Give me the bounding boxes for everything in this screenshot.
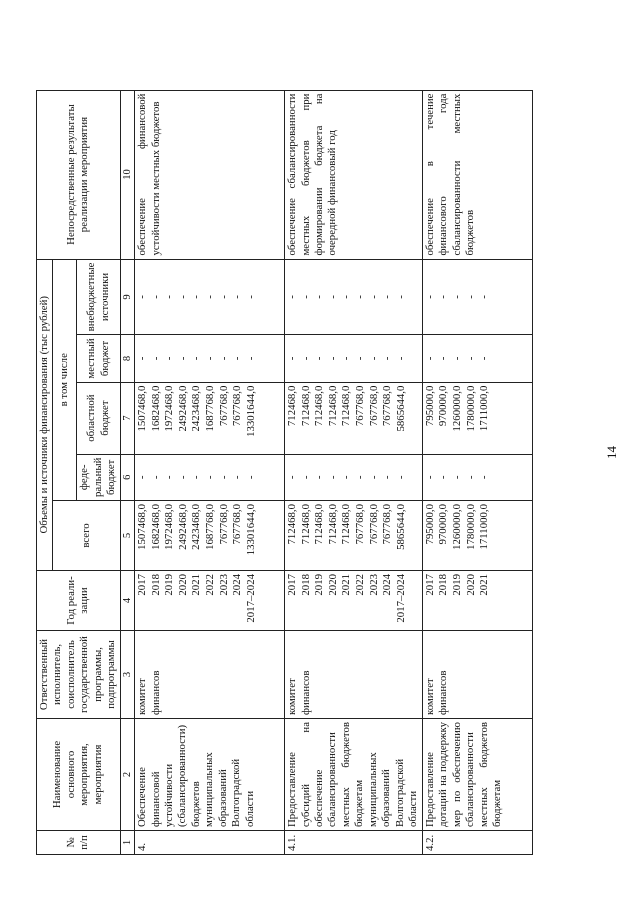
local-list-value: - [176,356,189,361]
extra-list-value: - [286,295,299,299]
extra-list-value: - [381,295,394,299]
regional-list [422,382,532,454]
column-number-row [120,90,134,854]
column-number: 5 [120,501,134,571]
table-row [422,90,532,854]
local-list-value: - [149,356,162,361]
total-list-value: 1687768,0 [204,504,216,550]
federal-list [135,454,285,500]
total-list-value: 712468,0 [299,504,312,545]
regional-list-value: 2492468,0 [176,385,189,432]
total-list-value: 712468,0 [313,504,326,545]
regional-list-value: 1682468,0 [149,385,162,432]
local-list-value: - [437,356,450,361]
federal-list-value: - [326,475,339,480]
federal-list-value: - [176,475,189,480]
extra-list-value: - [367,295,380,299]
federal-list [422,454,532,500]
header-total: всего [53,501,120,571]
column-number: 2 [120,719,134,831]
header-incl: в том числе [53,259,77,500]
local-list-value: - [340,356,353,361]
total-list-value: 712468,0 [286,504,299,545]
year-list [285,571,423,631]
federal-list-value: - [244,475,257,480]
extra-list-value: - [394,295,407,299]
local-list-value: - [381,356,394,361]
total-list [422,501,532,571]
total-list-value: 1711000,0 [478,504,491,550]
federal-list-value: - [451,475,464,480]
year-list-value: 2024 [231,574,244,596]
total-list-value: 767768,0 [367,504,380,545]
page-number: 14 [604,446,619,459]
total-list-value: 2423468,0 [190,504,203,550]
column-number: 1 [120,831,134,855]
result-description: обеспечение в течение финансового года сбалансированности местных бюджетов [422,90,532,259]
extra-list-value: - [204,295,216,299]
measure-name: Предоставление дотаций на поддержку мер по обеспечению сбалансированности местных бюджетов бюджетам [422,719,532,831]
total-list-value: 1780000,0 [464,504,477,550]
responsible-executor: комитет финансов [135,631,285,719]
federal-list-value: - [163,475,176,480]
year-list-value: 2024 [381,574,394,596]
federal-list-value: - [354,475,366,480]
federal-list-value: - [478,475,491,480]
federal-list-value: - [340,475,353,480]
year-list-value: 2021 [478,574,491,596]
local-list-value: - [326,356,339,361]
regional-list-value: 13301644,0 [244,385,257,437]
total-list-value: 1260000,0 [451,504,464,550]
extra-list [285,259,423,335]
year-list-value: 2021 [340,574,353,596]
federal-list-value: - [437,475,450,480]
year-list-value: 2020 [326,574,339,596]
extra-list-value: - [451,295,464,299]
extra-list-value: - [326,295,339,299]
responsible-executor: комитет финансов [422,631,532,719]
column-number: 8 [120,335,134,382]
header-results: Непосредственные результаты реализации мероприятия [37,90,121,259]
local-list-value: - [423,356,436,361]
total-list-value: 767768,0 [217,504,230,545]
local-list-value: - [354,356,366,361]
result-description: обеспечение сбалансированности местных бюджетов при формировании бюджета на очередной финансовый год [285,90,423,259]
federal-list-value: - [381,475,394,480]
federal-list-value: - [231,475,244,480]
total-list-value: 767768,0 [381,504,394,545]
extra-list-value: - [149,295,162,299]
year-list-value: 2022 [354,574,366,596]
year-list-value: 2017–2024 [394,574,407,623]
regional-list-value: 767768,0 [367,385,380,427]
extra-list-value: - [217,295,230,299]
regional-list-value: 1260000,0 [451,385,464,432]
local-list-value: - [136,356,149,361]
row-number: 4.2. [422,831,532,855]
local-list-value: - [163,356,176,361]
extra-list-value: - [244,295,257,299]
extra-list-value: - [231,295,244,299]
total-list-value: 13301644,0 [244,504,257,556]
local-list-value: - [313,356,326,361]
regional-list [285,382,423,454]
local-list-value: - [286,356,299,361]
year-list-value: 2020 [464,574,477,596]
year-list [422,571,532,631]
year-list-value: 2019 [451,574,464,596]
extra-list-value: - [437,295,450,299]
local-list-value: - [217,356,230,361]
local-list-value: - [299,356,312,361]
year-list-value: 2022 [204,574,216,596]
extra-list-value: - [478,295,491,299]
federal-list-value: - [217,475,230,480]
regional-list-value: 795000,0 [423,385,436,427]
federal-list-value: - [190,475,203,480]
header-responsible: Ответственный исполнитель, соисполнитель государственной программы, подпрограммы [37,631,121,719]
extra-list-value: - [299,295,312,299]
local-list-value: - [394,356,407,361]
header-funding-group: Объемы и источники финансирования (тыс рублей) [37,259,53,570]
regional-list-value: 2423468,0 [190,385,203,432]
extra-list-value: - [340,295,353,299]
total-list-value: 1972468,0 [163,504,176,550]
regional-list-value: 767768,0 [217,385,230,427]
regional-list-value: 712468,0 [299,385,312,427]
year-list-value: 2019 [313,574,326,596]
year-list [135,571,285,631]
year-list-value: 2019 [163,574,176,596]
local-list-value: - [464,356,477,361]
federal-list-value: - [204,475,216,480]
federal-list-value: - [136,475,149,480]
regional-list-value: 1687768,0 [204,385,216,432]
responsible-executor: комитет финансов [285,631,423,719]
header-name: Наименование основного мероприятия, мероприятия [37,719,121,831]
year-list-value: 2017–2024 [244,574,257,623]
total-list-value: 767768,0 [231,504,244,545]
local-list [422,335,532,382]
extra-list [422,259,532,335]
measure-name: Предоставление субсидий на обеспечение сбалансированности местных бюджетов бюджетам муниципальных образований Волгоградской области [285,719,423,831]
total-list-value: 795000,0 [423,504,436,545]
federal-list [285,454,423,500]
regional-list-value: 767768,0 [354,385,366,427]
total-list-value: 2492468,0 [176,504,189,550]
column-number: 6 [120,454,134,500]
year-list-value: 2023 [367,574,380,596]
column-number: 3 [120,631,134,719]
regional-list-value: 712468,0 [340,385,353,427]
column-number: 9 [120,259,134,335]
extra-list-value: - [313,295,326,299]
extra-list-value: - [354,295,366,299]
local-list-value: - [244,356,257,361]
funding-table [36,90,533,855]
extra-list-value: - [176,295,189,299]
regional-list-value: 712468,0 [286,385,299,427]
extra-list-value: - [136,295,149,299]
regional-list-value: 767768,0 [381,385,394,427]
federal-list-value: - [367,475,380,480]
total-list-value: 767768,0 [354,504,366,545]
regional-list-value: 712468,0 [313,385,326,427]
total-list-value: 970000,0 [437,504,450,545]
regional-list-value: 5865644,0 [394,385,407,432]
extra-list-value: - [163,295,176,299]
header-local: местный бюджет [77,335,120,382]
local-list [285,335,423,382]
header-year: Год реали-зации [37,571,121,631]
year-list-value: 2018 [149,574,162,596]
regional-list [135,382,285,454]
year-list-value: 2018 [437,574,450,596]
local-list-value: - [367,356,380,361]
local-list-value: - [204,356,216,361]
total-list-value: 1507468,0 [136,504,149,550]
regional-list-value: 712468,0 [326,385,339,427]
year-list-value: 2021 [190,574,203,596]
regional-list-value: 1780000,0 [464,385,477,432]
row-number: 4.1. [285,831,423,855]
year-list-value: 2017 [136,574,149,596]
column-number: 7 [120,382,134,454]
federal-list-value: - [423,475,436,480]
column-number: 10 [120,90,134,259]
column-number: 4 [120,571,134,631]
federal-list-value: - [464,475,477,480]
measure-name: Обеспечение финансовой устойчивости (сбалансированности) бюджетов муниципальных образований Волгоградской области [135,719,285,831]
year-list-value: 2018 [299,574,312,596]
total-list [135,501,285,571]
federal-list-value: - [299,475,312,480]
table-row [135,90,285,854]
regional-list-value: 1507468,0 [136,385,149,432]
extra-list-value: - [464,295,477,299]
federal-list-value: - [313,475,326,480]
table-row [285,90,423,854]
header-extra: внебюджетные источники [77,259,120,335]
total-list-value: 1682468,0 [149,504,162,550]
header-federal: феде-ральный бюджет [77,454,120,500]
extra-list-value: - [423,295,436,299]
header-regional: областной бюджет [77,382,120,454]
total-list-value: 5865644,0 [394,504,407,550]
local-list [135,335,285,382]
regional-list-value: 1972468,0 [163,385,176,432]
total-list-value: 712468,0 [326,504,339,545]
local-list-value: - [231,356,244,361]
header-no: № п/п [37,831,121,855]
regional-list-value: 970000,0 [437,385,450,427]
local-list-value: - [190,356,203,361]
regional-list-value: 767768,0 [231,385,244,427]
year-list-value: 2017 [286,574,299,596]
federal-list-value: - [286,475,299,480]
local-list-value: - [451,356,464,361]
federal-list-value: - [149,475,162,480]
extra-list [135,259,285,335]
federal-list-value: - [394,475,407,480]
row-number: 4. [135,831,285,855]
local-list-value: - [478,356,491,361]
regional-list-value: 1711000,0 [478,385,491,432]
year-list-value: 2023 [217,574,230,596]
result-description: обеспечение финансовой устойчивости местных бюджетов [135,90,285,259]
year-list-value: 2017 [423,574,436,596]
total-list [285,501,423,571]
year-list-value: 2020 [176,574,189,596]
total-list-value: 712468,0 [340,504,353,545]
extra-list-value: - [190,295,203,299]
